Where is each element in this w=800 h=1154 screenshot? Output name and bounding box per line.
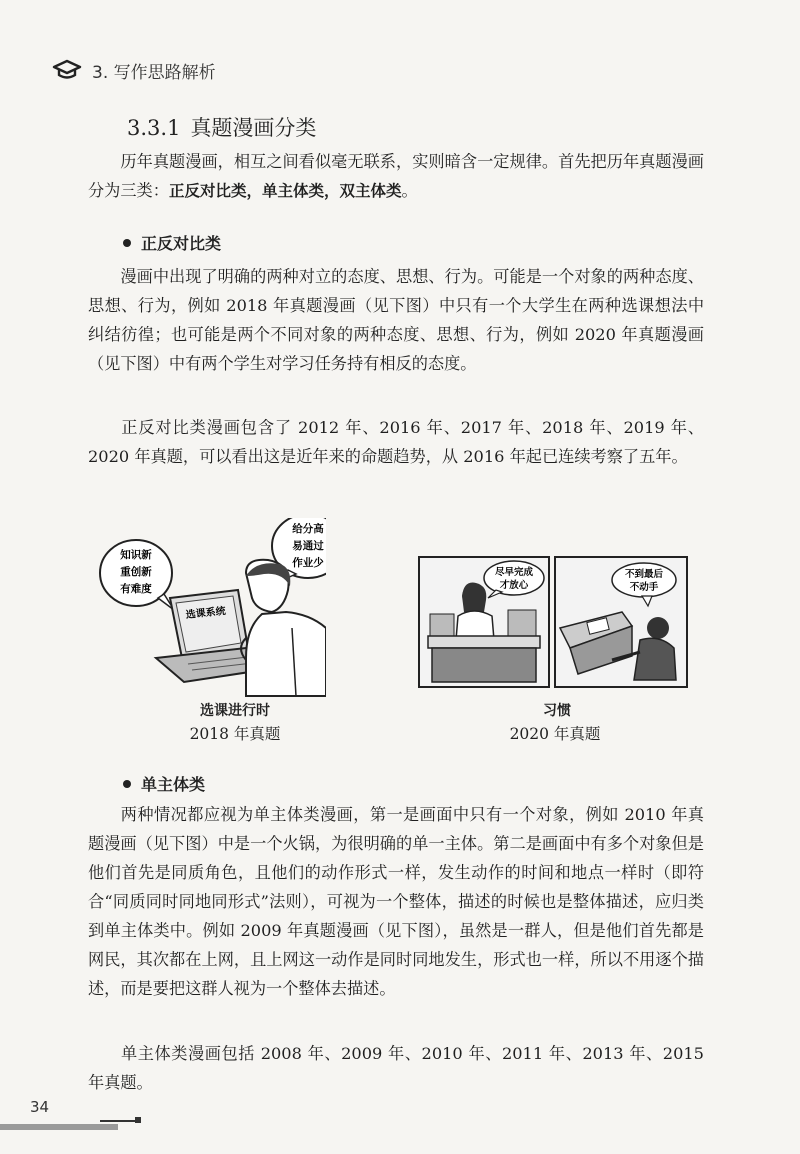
right-figure-year: 2020 年真题 bbox=[509, 725, 601, 743]
bubble1-line3: 有难度 bbox=[120, 583, 152, 595]
right-bubble1-line1: 尽早完成 bbox=[494, 567, 534, 578]
single-heading bbox=[123, 772, 205, 795]
graduation-cap-icon bbox=[52, 59, 82, 81]
section-title bbox=[127, 112, 316, 142]
section-number: 3.3.1 bbox=[127, 116, 181, 140]
single-paragraph-2 bbox=[88, 1039, 704, 1097]
intro-paragraph bbox=[88, 147, 704, 206]
single-paragraph-1 bbox=[88, 800, 704, 1003]
left-figure-caption: 选课进行时 bbox=[200, 703, 270, 719]
intro-text: 历年真题漫画，相互之间看似毫无联系，实则暗含一定规律。首先把历年真题漫画分为三类： bbox=[88, 152, 704, 200]
right-bubble2-line2: 不动手 bbox=[629, 582, 659, 593]
bubble1-line2: 重创新 bbox=[120, 566, 152, 578]
contrast-heading-text: 正反对比类 bbox=[141, 234, 222, 253]
single-para2-text: 单主体类漫画包括 2008 年、2009 年、2010 年、2011 年、2013 年、2015 年真题。 bbox=[88, 1044, 704, 1092]
contrast-para1-text: 漫画中出现了明确的两种对立的态度、思想、行为。可能是一个对象的两种态度、思想、行为，例如 2018 年真题漫画（见下图）中只有一个大学生在两种选课想法中纠结彷徨；也可能是两个不同对象的两种态度、思想、行为，例如 2020 年真题漫画（见下图）中有两个学生对学习任务持有相反的态度。 bbox=[88, 267, 704, 373]
bubble2-line3: 作业少 bbox=[292, 557, 324, 569]
footer-marker bbox=[135, 1117, 141, 1123]
habit-cartoon bbox=[418, 556, 688, 688]
section-title-text: 真题漫画分类 bbox=[190, 116, 317, 140]
intro-categories: 正反对比类，单主体类，双主体类 bbox=[168, 182, 402, 200]
contrast-paragraph-2 bbox=[88, 413, 704, 471]
footer-bar bbox=[0, 1124, 118, 1130]
bubble2-line2: 易通过 bbox=[292, 540, 324, 552]
bullet-icon bbox=[123, 780, 131, 788]
chapter-label: 3. 写作思路解析 bbox=[92, 62, 216, 83]
course-selection-cartoon bbox=[96, 518, 326, 698]
footer-line bbox=[100, 1120, 138, 1122]
single-para1-text: 两种情况都应视为单主体类漫画，第一是画面中只有一个对象，例如 2010 年真题漫画（见下图）中是一个火锅，为很明确的单一主体。第二是画面中有多个对象但是他们首先是同质角色，且他们的动作形式一样，发生动作的时间和地点一样时（即符合“同质同时同地同形式”法则），可视为一个整体，描述的时候也是整体描述，应归类到单主体类中。例如 2009 年真题漫画（见下图），虽然是一群人，但是他们首先都是网民，其次都在上网，且上网这一动作是同时同地发生，形式也一样，所以不用逐个描述，而是要把这群人视为一个整体去描述。 bbox=[88, 805, 704, 998]
page-number: 34 bbox=[30, 1098, 50, 1116]
intro-end: 。 bbox=[401, 181, 418, 200]
contrast-heading bbox=[123, 231, 221, 254]
bullet-icon bbox=[123, 239, 131, 247]
right-figure-caption: 习惯 bbox=[543, 703, 571, 719]
contrast-para2-text: 正反对比类漫画包含了 2012 年、2016 年、2017 年、2018 年、2019 年、2020 年真题，可以看出这是近年来的命题趋势，从 2016 年起已连续考察了五年。 bbox=[88, 418, 704, 466]
running-header bbox=[52, 56, 216, 84]
screen-label: 选课系统 bbox=[185, 605, 227, 622]
contrast-paragraph-1 bbox=[88, 262, 704, 378]
bubble1-line1: 知识新 bbox=[120, 549, 152, 561]
single-heading-text: 单主体类 bbox=[141, 775, 206, 794]
left-figure-year: 2018 年真题 bbox=[189, 725, 281, 743]
bubble2-line1: 给分高 bbox=[292, 523, 324, 535]
right-bubble2-line1: 不到最后 bbox=[624, 569, 664, 580]
right-bubble1-line2: 才放心 bbox=[499, 580, 529, 591]
